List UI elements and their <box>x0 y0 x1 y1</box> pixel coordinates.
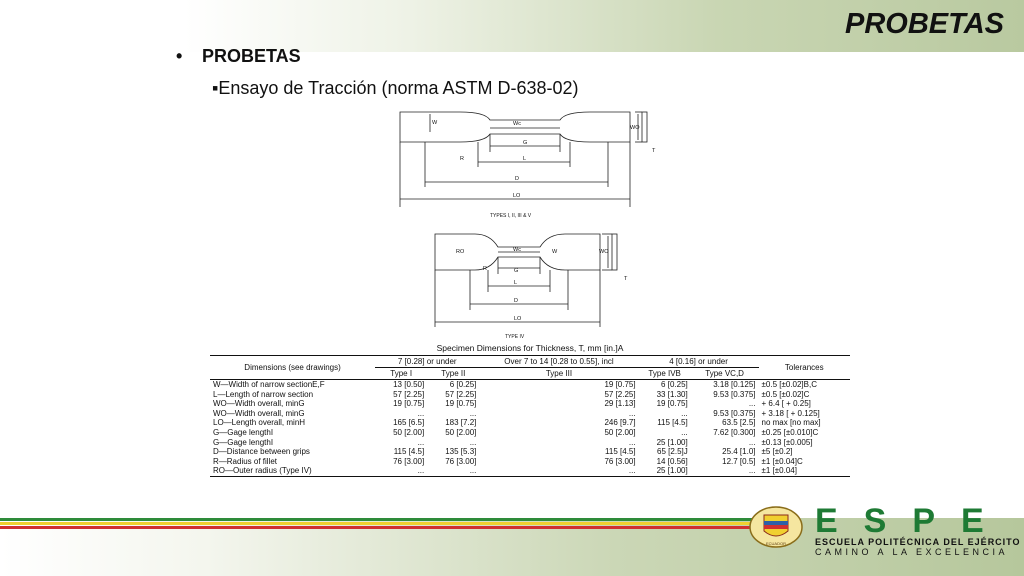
type-4-cell: 6 [0.25] <box>661 380 688 389</box>
table-row <box>210 409 850 419</box>
label-l-2: L <box>514 280 518 286</box>
type-1-cell: 76 [3.00] <box>393 456 425 466</box>
label-lo-1: LO <box>513 193 521 199</box>
type-5-cell: 12.7 [0.5] <box>722 456 756 466</box>
type-4-cell: 65 [2.5]J <box>657 447 688 457</box>
tolerance-cell: ±0.25 [±0.010]C <box>761 427 819 437</box>
label-wo-2: WO <box>599 249 609 255</box>
type-4-cell: 25 [1.00] <box>639 466 691 476</box>
dim-cell: WO—Width overall, minG <box>213 399 305 409</box>
tolerance-cell: ±1 [±0.04] <box>759 466 851 476</box>
header-type-4: Type IVB <box>639 368 691 380</box>
type-1-cell: 50 [2.00] <box>393 427 425 437</box>
slide-title: PROBETAS <box>845 8 1004 40</box>
type-4-cell: 33 [1.30] <box>656 389 688 399</box>
type-4-cell: 14 [0.56] <box>656 456 688 466</box>
table-body <box>210 380 850 477</box>
type-2-cell: 19 [0.75] <box>445 399 477 409</box>
table-row <box>210 418 850 428</box>
header-tolerances: Tolerances <box>759 356 851 380</box>
type-1-cell: 165 [6.5] <box>393 418 425 428</box>
header-type-3: Type III <box>479 368 638 380</box>
type-2-cell: ... <box>469 437 477 447</box>
tolerance-cell: ±5 [±0.2] <box>761 447 793 457</box>
type-1-cell: ... <box>417 437 425 447</box>
label-g-2: G <box>514 268 519 274</box>
tolerance-cell: ±1 [±0.04]C <box>761 456 803 466</box>
table-row <box>210 380 850 390</box>
label-w-2: W <box>552 249 558 255</box>
type-1-cell: 19 [0.75] <box>393 399 425 409</box>
type-3-cell: ... <box>479 466 638 476</box>
type-1-cell: 115 [4.5] <box>393 447 425 457</box>
type-5-cell: 9.53 [0.375] <box>713 389 756 399</box>
label-wc-1: Wc <box>513 121 521 127</box>
espe-brand: ESPE <box>815 502 1010 540</box>
table-row <box>210 466 850 476</box>
type-2-cell: ... <box>469 408 477 418</box>
espe-line2: CAMINO A LA EXCELENCIA <box>815 547 1009 557</box>
type-5-cell: 7.62 [0.300] <box>713 427 756 437</box>
header-group-1: 7 [0.28] or under <box>375 356 479 368</box>
type-2-cell: 183 [7.2] <box>445 418 477 428</box>
type-5-cell: ... <box>748 399 756 409</box>
header-dimensions: Dimensions (see drawings) <box>210 356 375 380</box>
type-3-cell: 19 [0.75] <box>604 380 636 389</box>
header-type-1: Type I <box>375 368 427 380</box>
label-l-1: L <box>523 156 527 162</box>
type-5-cell: 63.5 [2.5] <box>722 418 756 428</box>
dim-cell: G—Gage lengthI <box>213 427 274 437</box>
dim-cell: RO—Outer radius (Type IV) <box>210 466 375 476</box>
type-2-cell: 135 [5.3] <box>445 447 477 457</box>
espe-logo <box>815 502 1021 557</box>
type-3-cell: 246 [9.7] <box>604 418 636 428</box>
label-wc-2: Wc <box>513 247 521 253</box>
tolerance-cell: ±0.5 [±0.02]B,C <box>761 380 817 389</box>
bullet-main-text: PROBETAS <box>202 46 301 66</box>
type-4-cell: 25 [1.00] <box>656 437 688 447</box>
type-5-cell: 25.4 [1.0] <box>722 447 756 457</box>
label-wo-1: WO <box>630 125 640 131</box>
dim-cell: WO—Width overall, minG <box>213 408 305 418</box>
stripe-yellow <box>0 522 760 525</box>
label-g-1: G <box>523 140 528 146</box>
fig1-caption: TYPES I, II, III & V <box>490 213 532 219</box>
type-5-cell: ... <box>748 437 756 447</box>
type-4-cell: ... <box>681 427 688 437</box>
type-2-cell: 50 [2.00] <box>445 427 477 437</box>
tolerance-cell: no max [no max] <box>761 418 821 428</box>
type-3-cell: 50 [2.00] <box>604 427 636 437</box>
table-row <box>210 399 850 409</box>
label-r-2: R <box>483 266 487 272</box>
type-3-cell: ... <box>628 437 636 447</box>
label-lo-2: LO <box>514 316 522 322</box>
type-2-cell: 76 [3.00] <box>445 456 477 466</box>
type-1-cell: 13 [0.50] <box>393 380 425 389</box>
label-t-2: T <box>624 276 628 282</box>
type-1-cell: ... <box>417 408 425 418</box>
type-4-cell: ... <box>681 408 688 418</box>
type-3-cell: 57 [2.25] <box>604 389 636 399</box>
table-row <box>210 447 850 457</box>
table-row <box>210 390 850 400</box>
type-3-cell: 76 [3.00] <box>604 456 636 466</box>
dim-cell: W—Width of narrow sectionE,F <box>213 380 325 389</box>
type-2-cell: 6 [0.25] <box>449 380 477 389</box>
label-d-2: D <box>514 298 518 304</box>
type-5-cell: ... <box>691 466 759 476</box>
type-3-cell: ... <box>628 408 636 418</box>
type-5-cell: 3.18 [0.125] <box>713 380 756 389</box>
header-group-3: 4 [0.16] or under <box>639 356 759 368</box>
espe-line1: ESCUELA POLITÉCNICA DEL EJÉRCITO <box>815 537 1021 547</box>
dim-cell: R—Radius of fillet <box>213 456 278 466</box>
dim-cell: LO—Length overall, minH <box>213 418 306 428</box>
type-1-cell: 57 [2.25] <box>393 389 425 399</box>
stripe-red <box>0 526 760 529</box>
dim-cell: G—Gage lengthI <box>213 437 274 447</box>
bullet-main <box>176 46 301 67</box>
bullet-dot: • <box>176 46 183 66</box>
type-2-cell: ... <box>427 466 479 476</box>
label-ro-2: RO <box>456 249 465 255</box>
table-row <box>210 438 850 448</box>
type-3-cell: 115 [4.5] <box>605 447 636 457</box>
type-2-cell: 57 [2.25] <box>445 389 477 399</box>
dogbone-type-i-v <box>400 112 630 142</box>
header-group-2: Over 7 to 14 [0.28 to 0.55], incl <box>479 356 638 368</box>
header-type-5: Type VC,D <box>691 368 759 380</box>
specimen-dimensions-table <box>210 343 850 477</box>
dim-cell: L—Length of narrow section <box>213 389 314 399</box>
bullet-sub: ▪Ensayo de Tracción (norma ASTM D-638-02) <box>212 78 579 98</box>
header-type-2: Type II <box>427 368 479 380</box>
tolerance-cell: ±0.5 [±0.02]C <box>761 389 810 399</box>
tolerance-cell: + 3.18 [ + 0.125] <box>761 408 820 418</box>
dim-cell: D—Distance between grips <box>213 447 310 457</box>
tolerance-cell: ±0.13 [±0.005] <box>761 437 813 447</box>
seal-text: ECUADOR <box>765 541 787 546</box>
label-d-1: D <box>515 176 519 182</box>
type-1-cell: ... <box>375 466 427 476</box>
table-row <box>210 428 850 438</box>
type-3-cell: 29 [1.13] <box>604 399 636 409</box>
table-row <box>210 457 850 467</box>
stripe-green <box>0 518 760 521</box>
table-caption: Specimen Dimensions for Thickness, T, mm [in.]A <box>436 343 624 353</box>
specimen-drawing <box>380 102 670 342</box>
type-5-cell: 9.53 [0.375] <box>713 408 756 418</box>
fig2-caption: TYPE IV <box>505 334 525 340</box>
label-w-1: W <box>432 120 438 126</box>
type-4-cell: 19 [0.75] <box>656 399 688 409</box>
type-4-cell: 115 [4.5] <box>657 418 688 428</box>
label-r-1: R <box>460 156 464 162</box>
tolerance-cell: + 6.4 [ + 0.25] <box>761 399 811 409</box>
label-t-1: T <box>652 148 656 154</box>
espe-seal-logo <box>748 505 804 549</box>
